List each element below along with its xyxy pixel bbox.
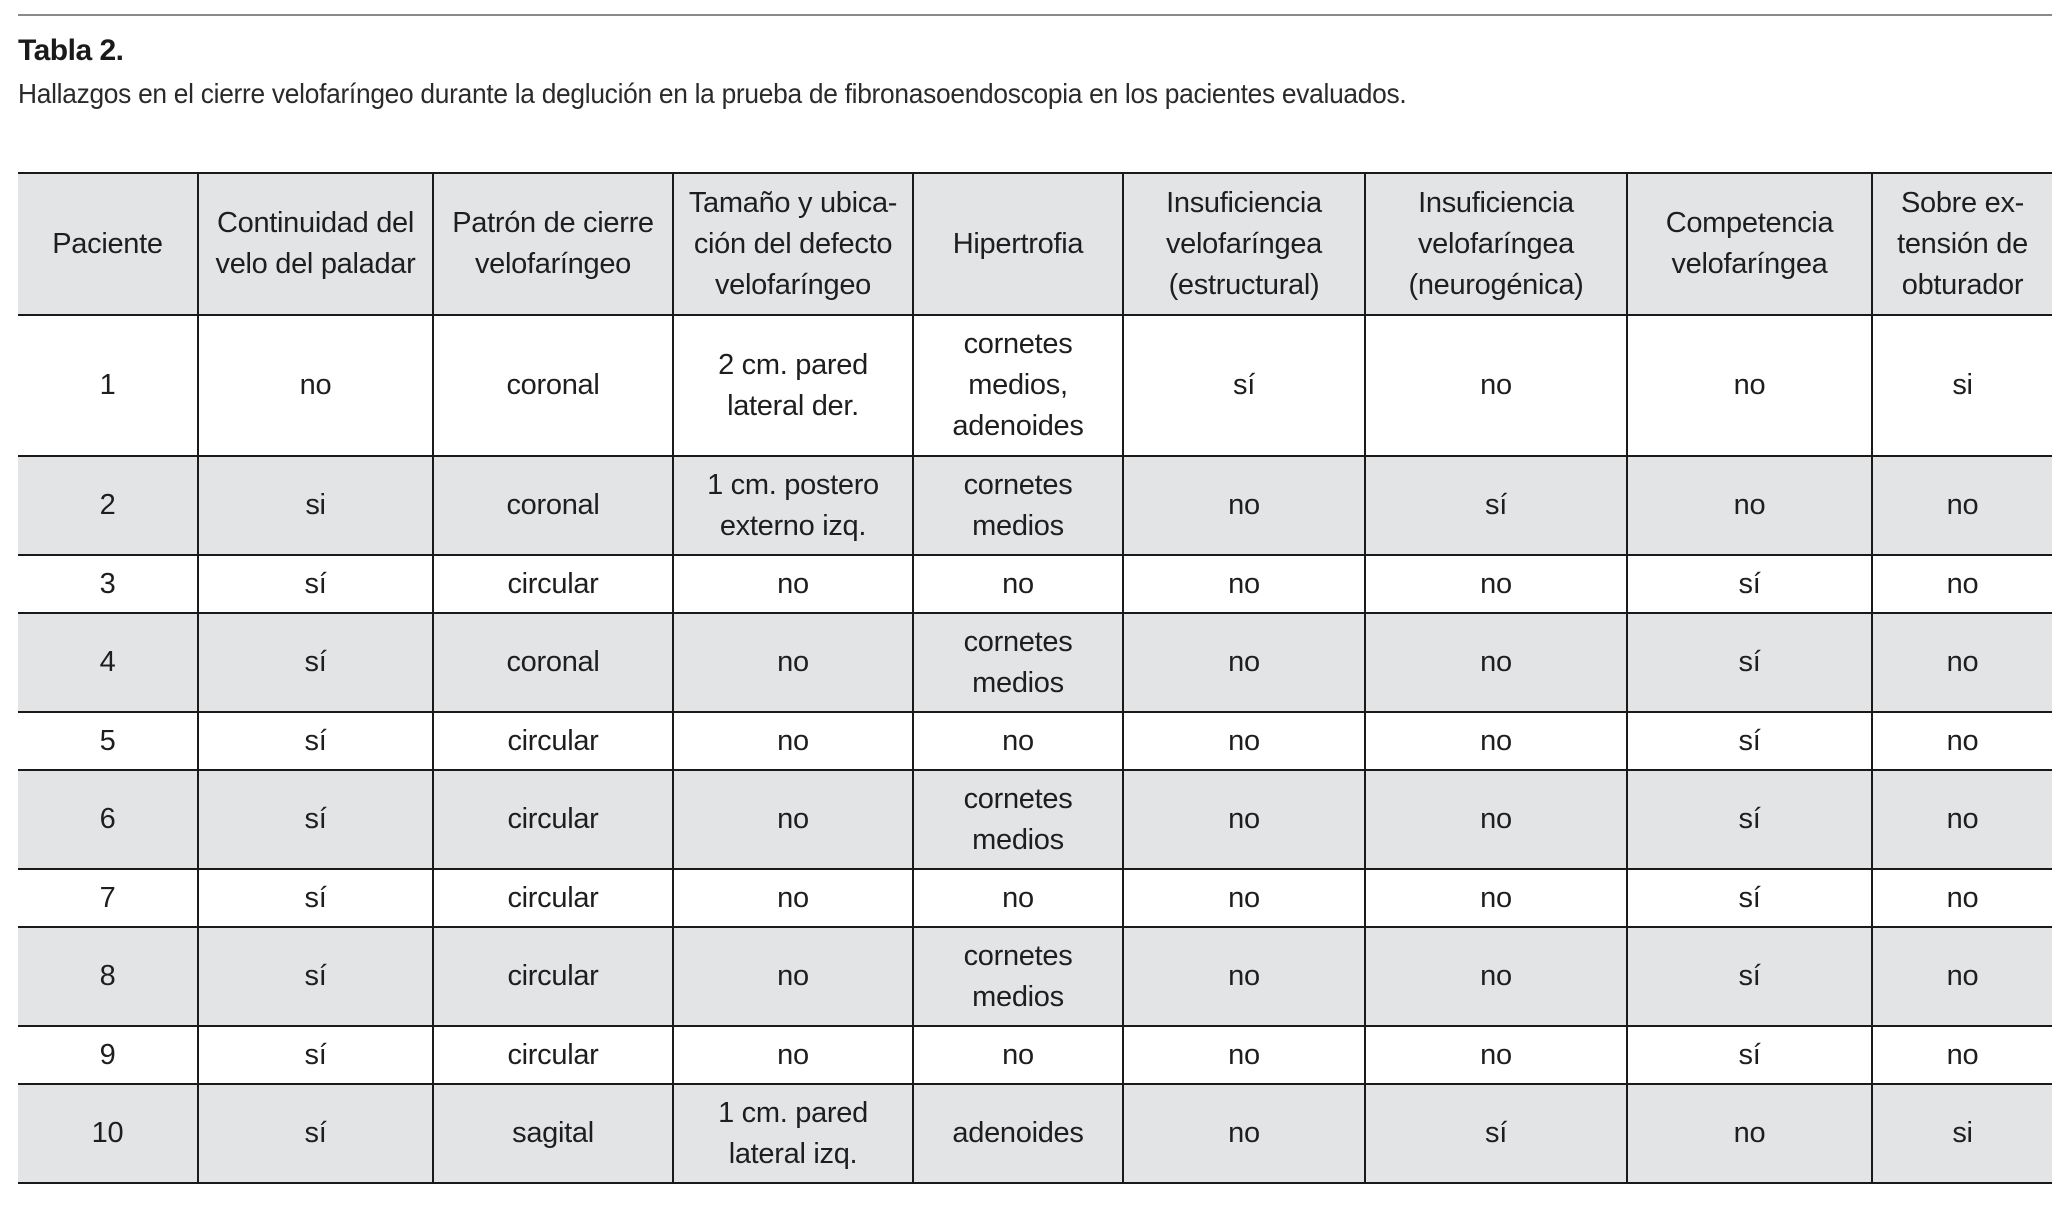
cell-tamano: 1 cm. pared lateral izq. (673, 1084, 913, 1183)
cell-insuficiencia-estructural: no (1123, 613, 1365, 712)
column-header-continuidad: Continuidad del velo del paladar (198, 173, 433, 315)
cell-tamano: no (673, 712, 913, 770)
cell-hipertrofia: no (913, 712, 1123, 770)
cell-competencia: sí (1627, 1026, 1872, 1084)
cell-insuficiencia-estructural: no (1123, 770, 1365, 869)
cell-patron: circular (433, 770, 673, 869)
cell-competencia: sí (1627, 770, 1872, 869)
cell-insuficiencia-estructural: no (1123, 1026, 1365, 1084)
cell-insuficiencia-estructural: sí (1123, 315, 1365, 456)
column-header-hipertrofia: Hipertrofia (913, 173, 1123, 315)
cell-patron: coronal (433, 315, 673, 456)
cell-insuficiencia-neurogenica: no (1365, 712, 1627, 770)
cell-insuficiencia-estructural: no (1123, 555, 1365, 613)
cell-sobre-extension: no (1872, 712, 2052, 770)
column-header-tamano: Tamaño y ubica- ción del defecto velofaríngeo (673, 173, 913, 315)
cell-hipertrofia: cornetes medios (913, 927, 1123, 1026)
cell-sobre-extension: no (1872, 927, 2052, 1026)
cell-paciente: 5 (99, 724, 116, 757)
cell-insuficiencia-neurogenica: no (1365, 315, 1627, 456)
cell-insuficiencia-neurogenica: no (1365, 869, 1627, 927)
column-header-insuficiencia-estructural: Insuficiencia velofaríngea (estructural) (1123, 173, 1365, 315)
cell-competencia: sí (1627, 555, 1872, 613)
cell-insuficiencia-estructural: no (1123, 712, 1365, 770)
cell-insuficiencia-estructural: no (1123, 927, 1365, 1026)
cell-tamano: 2 cm. pared lateral der. (673, 315, 913, 456)
cell-sobre-extension: no (1872, 770, 2052, 869)
cell-hipertrofia: no (913, 555, 1123, 613)
cell-insuficiencia-neurogenica: no (1365, 1026, 1627, 1084)
cell-hipertrofia: cornetes medios (913, 456, 1123, 555)
cell-tamano: no (673, 1026, 913, 1084)
table-row (18, 613, 2052, 712)
cell-patron: coronal (433, 456, 673, 555)
table-row (18, 712, 2052, 770)
cell-paciente: 7 (99, 881, 116, 914)
table-caption: Hallazgos en el cierre velofaríngeo durante la deglución en la prueba de fibronasoendoscopia en los pacientes evaluados. (18, 78, 1407, 109)
column-header-paciente: Paciente (52, 227, 163, 260)
cell-paciente: 4 (99, 646, 116, 678)
cell-hipertrofia: no (913, 1026, 1123, 1084)
cell-tamano: no (673, 770, 913, 869)
table-body (18, 315, 2052, 1183)
cell-patron: sagital (433, 1084, 673, 1183)
cell-hipertrofia: cornetes medios (913, 613, 1123, 712)
cell-continuidad: sí (198, 555, 433, 613)
cell-sobre-extension: no (1872, 456, 2052, 555)
cell-continuidad: sí (198, 1026, 433, 1084)
table-row (18, 927, 2052, 1026)
table-title: Tabla 2. (18, 34, 124, 67)
table-row (18, 555, 2052, 613)
header-row (18, 173, 2052, 315)
cell-patron: circular (433, 555, 673, 613)
findings-table (18, 172, 2052, 1184)
cell-paciente: 10 (91, 1117, 124, 1149)
cell-insuficiencia-neurogenica: sí (1365, 1084, 1627, 1183)
cell-sobre-extension: si (1872, 1084, 2052, 1183)
cell-patron: coronal (433, 613, 673, 712)
cell-competencia: sí (1627, 869, 1872, 927)
cell-tamano: no (673, 869, 913, 927)
cell-sobre-extension: no (1872, 1026, 2052, 1084)
cell-patron: circular (433, 712, 673, 770)
cell-competencia: no (1627, 315, 1872, 456)
cell-paciente: 2 (99, 489, 116, 521)
cell-continuidad: sí (198, 770, 433, 869)
cell-insuficiencia-estructural: no (1123, 1084, 1365, 1183)
table-row (18, 1026, 2052, 1084)
cell-paciente: 6 (99, 803, 116, 835)
cell-insuficiencia-neurogenica: no (1365, 770, 1627, 869)
cell-insuficiencia-neurogenica: no (1365, 927, 1627, 1026)
cell-patron: circular (433, 869, 673, 927)
cell-continuidad: sí (198, 613, 433, 712)
cell-continuidad: sí (198, 1084, 433, 1183)
cell-patron: circular (433, 927, 673, 1026)
cell-continuidad: sí (198, 712, 433, 770)
cell-tamano: no (673, 555, 913, 613)
cell-competencia: sí (1627, 613, 1872, 712)
cell-insuficiencia-neurogenica: no (1365, 613, 1627, 712)
cell-sobre-extension: no (1872, 613, 2052, 712)
cell-insuficiencia-neurogenica: sí (1365, 456, 1627, 555)
cell-hipertrofia: cornetes medios (913, 770, 1123, 869)
cell-hipertrofia: cornetes medios, adenoides (913, 315, 1123, 456)
cell-tamano: no (673, 927, 913, 1026)
cell-paciente: 1 (99, 369, 116, 401)
column-header-patron: Patrón de cierre velofaríngeo (433, 173, 673, 315)
cell-continuidad: sí (198, 869, 433, 927)
cell-competencia: no (1627, 456, 1872, 555)
table-row (18, 869, 2052, 927)
cell-insuficiencia-estructural: no (1123, 456, 1365, 555)
cell-insuficiencia-estructural: no (1123, 869, 1365, 927)
column-header-competencia: Competencia velofaríngea (1627, 173, 1872, 315)
cell-insuficiencia-neurogenica: no (1365, 555, 1627, 613)
column-header-sobre-extension: Sobre ex- tensión de obturador (1872, 173, 2052, 315)
cell-competencia: sí (1627, 712, 1872, 770)
cell-continuidad: no (198, 315, 433, 456)
cell-paciente: 8 (99, 960, 116, 992)
table-row (18, 456, 2052, 555)
cell-continuidad: sí (198, 927, 433, 1026)
cell-sobre-extension: si (1872, 315, 2052, 456)
cell-competencia: sí (1627, 927, 1872, 1026)
cell-tamano: 1 cm. postero externo izq. (673, 456, 913, 555)
cell-hipertrofia: adenoides (913, 1084, 1123, 1183)
cell-patron: circular (433, 1026, 673, 1084)
cell-competencia: no (1627, 1084, 1872, 1183)
top-rule (18, 14, 2052, 16)
cell-tamano: no (673, 613, 913, 712)
cell-sobre-extension: no (1872, 555, 2052, 613)
cell-paciente: 9 (99, 1038, 116, 1071)
table-row (18, 315, 2052, 456)
column-header-insuficiencia-neurogenica: Insuficiencia velofaríngea (neurogénica) (1365, 173, 1627, 315)
cell-paciente: 3 (99, 567, 116, 600)
cell-sobre-extension: no (1872, 869, 2052, 927)
cell-hipertrofia: no (913, 869, 1123, 927)
table-row (18, 770, 2052, 869)
table-row (18, 1084, 2052, 1183)
cell-continuidad: si (198, 456, 433, 555)
